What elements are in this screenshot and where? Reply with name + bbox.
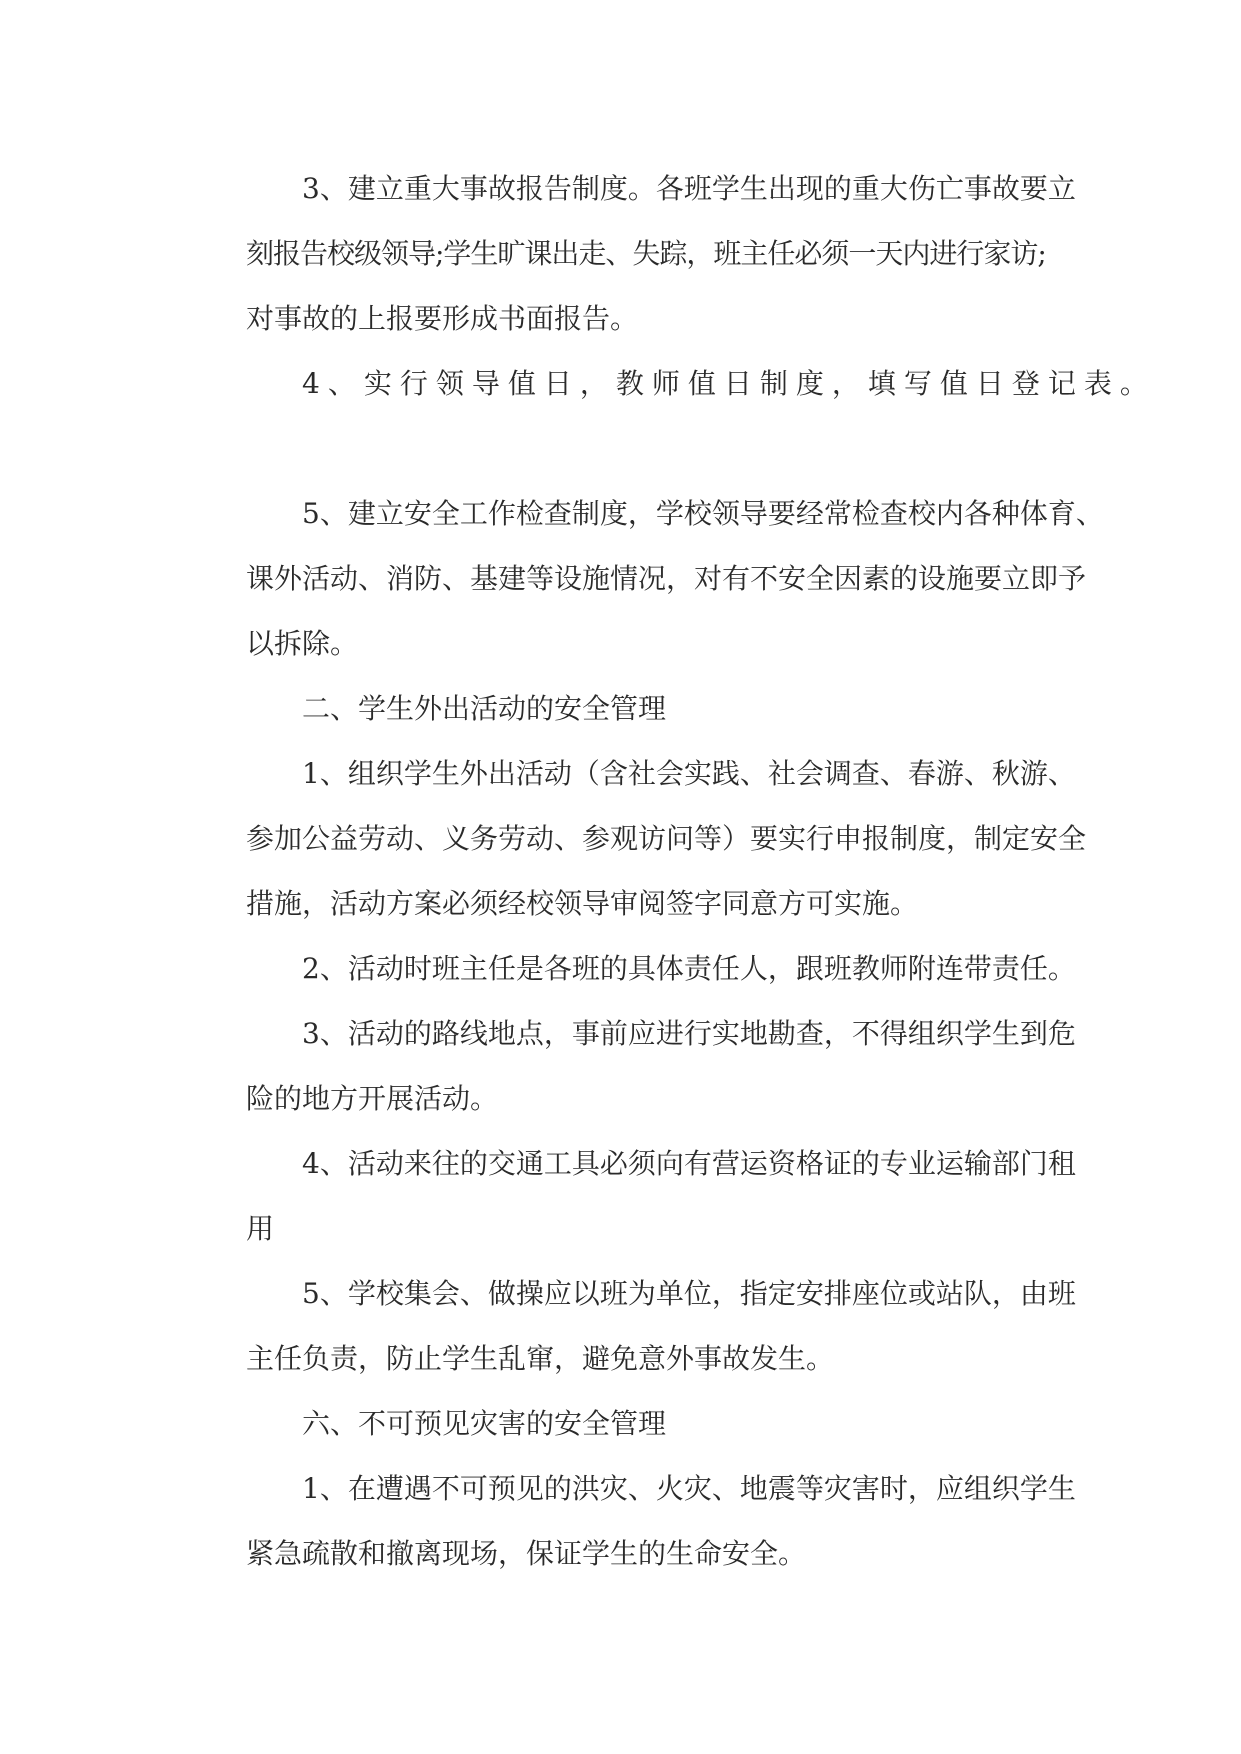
paragraph-responsibility	[190, 936, 1076, 1001]
paragraph-accident-report	[190, 156, 1076, 351]
text-line: 二、学生外出活动的安全管理	[302, 692, 667, 725]
paragraph-safety-inspection	[190, 481, 1104, 676]
text-line: 2、活动时班主任是各班的具体责任人，跟班教师附连带责任。	[302, 952, 1076, 985]
blank-line	[190, 416, 1060, 481]
paragraph-transport	[190, 1131, 1076, 1261]
text-line: 六、不可预见灾害的安全管理	[302, 1407, 667, 1440]
text-line: 课外活动、消防、基建等设施情况，对有不安全因素的设施要立即予	[246, 562, 1087, 595]
section-heading-outing-safety	[190, 676, 1060, 741]
text-line: 4、实行领导值日，教师值日制度，填写值日登记表。	[302, 367, 1156, 400]
text-line: 5、学校集会、做操应以班为单位，指定安排座位或站队，由班	[302, 1277, 1076, 1310]
text-line: 4、活动来往的交通工具必须向有营运资格证的专业运输部门租	[302, 1147, 1076, 1180]
text-line: 1、在遭遇不可预见的洪灾、火灾、地震等灾害时，应组织学生	[302, 1472, 1076, 1505]
text-line: 刻报告校级领导;学生旷课出走、失踪，班主任必须一天内进行家访;	[246, 237, 1046, 270]
text-line: 对事故的上报要形成书面报告。	[246, 302, 639, 335]
text-line: 措施，活动方案必须经校领导审阅签字同意方可实施。	[246, 887, 919, 920]
paragraph-assembly	[190, 1261, 1076, 1391]
text-line: 参加公益劳动、义务劳动、参观访问等）要实行申报制度，制定安全	[246, 822, 1087, 855]
text-line: 1、组织学生外出活动（含社会实践、社会调查、春游、秋游、	[302, 757, 1076, 790]
text-line: 3、活动的路线地点，事前应进行实地勘查，不得组织学生到危	[302, 1017, 1076, 1050]
paragraph-outing-application	[190, 741, 1087, 936]
paragraph-route-survey	[190, 1001, 1076, 1131]
text-line: 以拆除。	[246, 627, 359, 660]
text-line: 用	[246, 1212, 275, 1245]
text-line: 主任负责，防止学生乱窜，避免意外事故发生。	[246, 1342, 835, 1375]
document-body	[190, 156, 1156, 1586]
section-heading-disaster-safety	[190, 1391, 1060, 1456]
paragraph-evacuation	[190, 1456, 1076, 1586]
paragraph-duty-system	[190, 351, 1156, 416]
text-line: 紧急疏散和撤离现场，保证学生的生命安全。	[246, 1537, 807, 1570]
text-line: 险的地方开展活动。	[246, 1082, 499, 1115]
text-line: 5、建立安全工作检查制度，学校领导要经常检查校内各种体育、	[302, 497, 1104, 530]
text-line: 3、建立重大事故报告制度。各班学生出现的重大伤亡事故要立	[302, 172, 1076, 205]
